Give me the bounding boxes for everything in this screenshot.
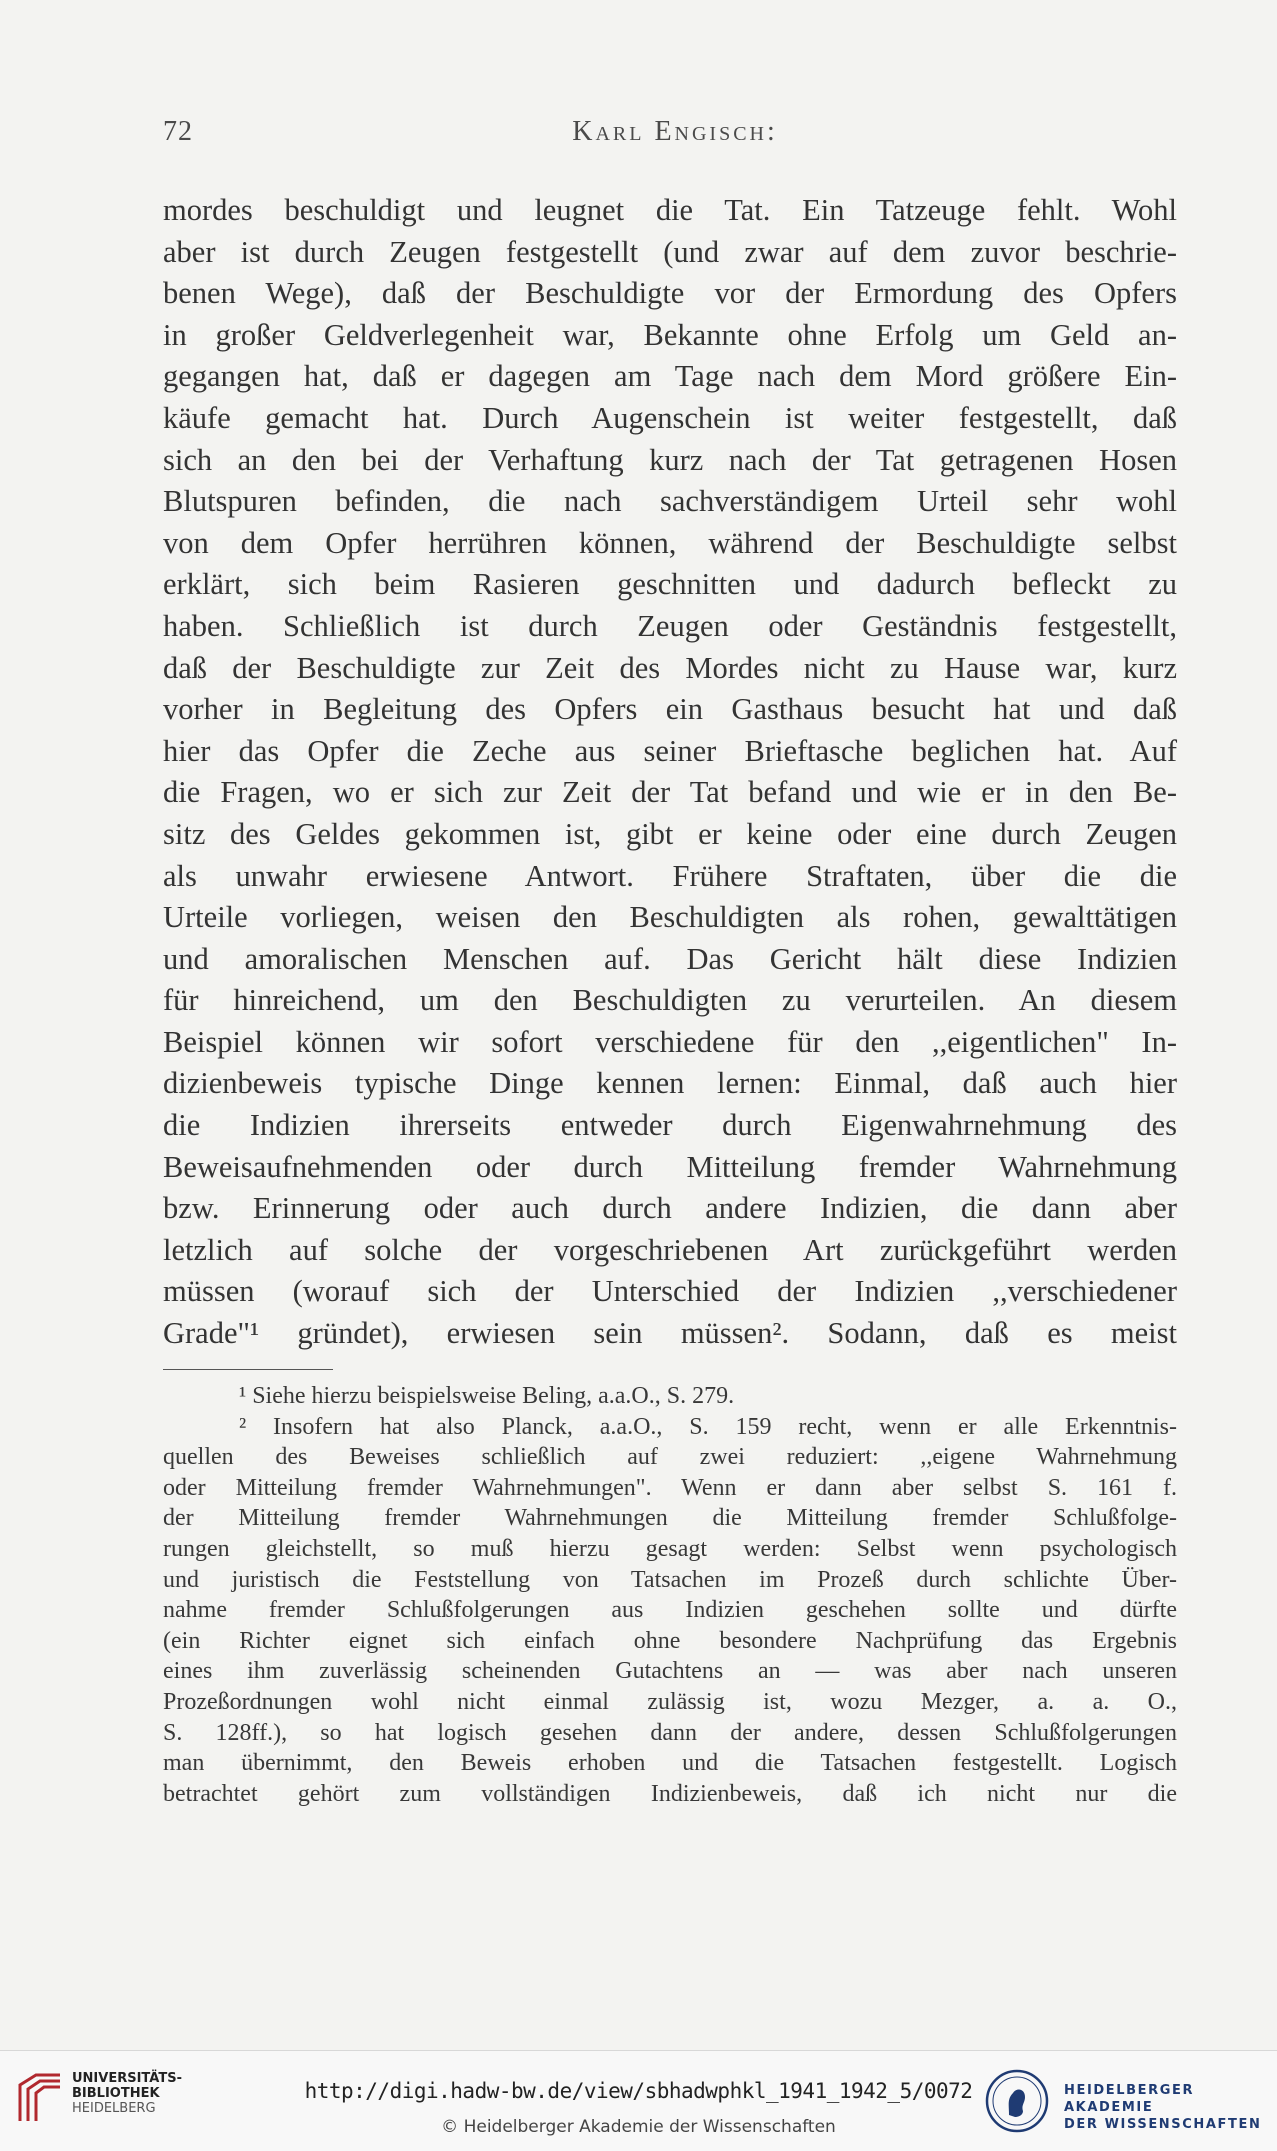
footnote-line: Prozeßordnungen wohl nicht einmal zulässig ist, wozu Mezger, a. a. O.,	[163, 1688, 1177, 1715]
text-line: dizienbeweis typische Dinge kennen lernen: Einmal, daß auch hier	[163, 1066, 1177, 1101]
running-head: Karl Engisch:	[572, 116, 778, 147]
footnote-rule	[163, 1369, 333, 1370]
page-number: 72	[163, 116, 193, 147]
footnote-line: ² Insofern hat also Planck, a.a.O., S. 159 recht, wenn er alle Erkenntnis-	[239, 1413, 1177, 1440]
footnote-line: man übernimmt, den Beweis erhoben und die Tatsachen festgestellt. Logisch	[163, 1750, 1177, 1777]
text-line: benen Wege), daß der Beschuldigte vor der Ermordung des Opfers	[163, 276, 1177, 311]
text-line: in großer Geldverlegenheit war, Bekannte ohne Erfolg um Geld an-	[163, 317, 1177, 352]
text-line: und amoralischen Menschen auf. Das Gericht hält diese Indizien	[163, 941, 1177, 976]
text-line: haben. Schließlich ist durch Zeugen oder Geständnis festgestellt,	[163, 608, 1177, 643]
footnote-line: und juristisch die Feststellung von Tatsachen im Prozeß durch schlichte Über-	[163, 1566, 1177, 1593]
text-line: müssen (worauf sich der Unterschied der Indizien ,,verschiedener	[163, 1274, 1177, 1309]
text-line: aber ist durch Zeugen festgestellt (und zwar auf dem zuvor beschrie-	[163, 234, 1177, 269]
text-line: erklärt, sich beim Rasieren geschnitten und dadurch befleckt zu	[163, 567, 1177, 602]
academy-line-1: HEIDELBERGER AKADEMIE	[1064, 2083, 1195, 2115]
copyright-notice: © Heidelberger Akademie der Wissenschaften	[441, 2117, 836, 2137]
text-line: letzlich auf solche der vorgeschriebenen Art zurückgeführt werden	[163, 1232, 1177, 1267]
page-header	[163, 116, 1187, 156]
text-line: Grade"¹ gründet), erwiesen sein müssen². Sodann, daß es meist	[163, 1316, 1177, 1351]
academy-line-2: DER WISSENSCHAFTEN	[1064, 2117, 1262, 2132]
footnote-line: eines ihm zuverlässig scheinenden Gutachtens an — was aber nach unseren	[163, 1658, 1177, 1685]
text-line: gegangen hat, daß er dagegen am Tage nach dem Mord größere Ein-	[163, 359, 1177, 394]
footnote-line: rungen gleichstellt, so muß hierzu gesagt werden: Selbst wenn psychologisch	[163, 1535, 1177, 1562]
text-line: sitz des Geldes gekommen ist, gibt er keine oder eine durch Zeugen	[163, 816, 1177, 851]
library-line-2: BIBLIOTHEK	[72, 2086, 160, 2101]
text-line: Blutspuren befinden, die nach sachverständigem Urteil sehr wohl	[163, 484, 1177, 519]
text-line: vorher in Begleitung des Opfers ein Gasthaus besucht hat und daß	[163, 692, 1177, 727]
footnote-1: ¹ Siehe hierzu beispielsweise Beling, a.a.O., S. 279.	[239, 1383, 735, 1409]
footnote-line: (ein Richter eignet sich einfach ohne besondere Nachprüfung das Ergebnis	[163, 1627, 1177, 1654]
text-line: Beweisaufnehmenden oder durch Mitteilung fremder Wahrnehmung	[163, 1149, 1177, 1184]
footnote-2	[163, 1412, 1177, 1810]
text-line: die Fragen, wo er sich zur Zeit der Tat befand und wie er in den Be-	[163, 775, 1177, 810]
permalink-url[interactable]: http://digi.hadw-bw.de/view/sbhadwphkl_1941_1942_5/0072	[304, 2079, 973, 2103]
footnote-line: betrachtet gehört zum vollständigen Indizienbeweis, daß ich nicht nur die	[163, 1780, 1177, 1807]
text-line: hier das Opfer die Zeche aus seiner Brieftasche beglichen hat. Auf	[163, 733, 1177, 768]
text-line: mordes beschuldigt und leugnet die Tat. Ein Tatzeuge fehlt. Wohl	[163, 193, 1177, 227]
footnote-line: quellen des Beweises schließlich auf zwei reduziert: ,,eigene Wahrnehmung	[163, 1444, 1177, 1471]
library-line-1: UNIVERSITÄTS-	[72, 2071, 182, 2086]
text-line: für hinreichend, um den Beschuldigten zu verurteilen. An diesem	[163, 983, 1177, 1018]
text-line: Beispiel können wir sofort verschiedene für den ,,eigentlichen" In-	[163, 1024, 1177, 1059]
text-line: von dem Opfer herrühren können, während der Beschuldigte selbst	[163, 525, 1177, 560]
body-text	[163, 190, 1177, 1355]
footnotes	[163, 1381, 1177, 1809]
text-line: Urteile vorliegen, weisen den Beschuldigten als rohen, gewalttätigen	[163, 900, 1177, 935]
text-line: käufe gemacht hat. Durch Augenschein ist weiter festgestellt, daß	[163, 400, 1177, 435]
footnote-line: oder Mitteilung fremder Wahrnehmungen". Wenn er dann aber selbst S. 161 f.	[163, 1474, 1177, 1501]
academy-name	[1064, 2082, 1277, 2133]
footnote-line: nahme fremder Schlußfolgerungen aus Indizien geschehen sollte und dürfte	[163, 1597, 1177, 1624]
library-line-3: HEIDELBERG	[72, 2101, 156, 2116]
academy-seal-icon	[985, 2069, 1049, 2133]
footnote-line: S. 128ff.), so hat logisch gesehen dann der andere, dessen Schlußfolgerungen	[163, 1719, 1177, 1746]
viewer-footer	[0, 2050, 1277, 2151]
footnote-line: der Mitteilung fremder Wahrnehmungen die Mitteilung fremder Schlußfolge-	[163, 1505, 1177, 1532]
text-line: bzw. Erinnerung oder auch durch andere Indizien, die dann aber	[163, 1191, 1177, 1226]
text-line: die Indizien ihrerseits entweder durch Eigenwahrnehmung des	[163, 1108, 1177, 1143]
text-line: daß der Beschuldigte zur Zeit des Mordes nicht zu Hause war, kurz	[163, 650, 1177, 685]
text-line: sich an den bei der Verhaftung kurz nach der Tat getragenen Hosen	[163, 442, 1177, 477]
text-line: als unwahr erwiesene Antwort. Frühere Straftaten, über die die	[163, 858, 1177, 893]
